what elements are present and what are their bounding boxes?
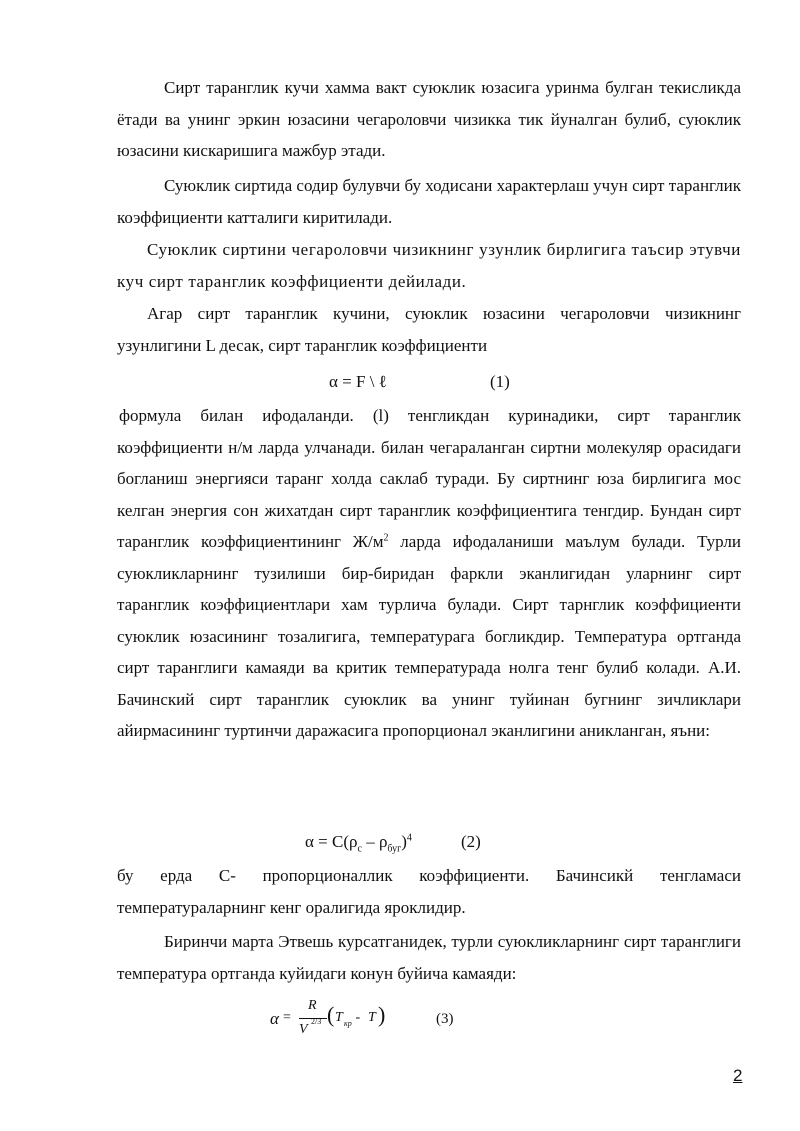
page-number: 2 <box>733 1066 743 1085</box>
paragraph-surface-tension-force: Сирт таранглик кучи хамма вакт суюклик юзасига уринма булган текисликда ётади ва унинг эркин юзасини чегароловчи чизикка тик йуналган булиб, суюклик юзасини кискаришига мажбур этади. <box>117 78 741 160</box>
formula-2-mid: – ρ <box>361 832 388 851</box>
formula-1 <box>329 370 510 394</box>
formula-3-denominator: V <box>299 1022 308 1037</box>
formula-2-sub-c: c <box>357 843 362 855</box>
formula-2-power: 4 <box>406 832 412 844</box>
paragraph-eotvos: Биринчи марта Этвешь курсатганидек, турли суюкликларнинг сирт таранглиги температура ортганда куйидаги конун буйича камаяди: <box>117 932 741 983</box>
formula-3-numerator: R <box>308 998 317 1013</box>
formula-1-number: (1) <box>490 372 510 391</box>
formula-3 <box>270 998 530 1042</box>
paragraph-bachinsky: бу ерда С- пропорционаллик коэффициенти. Бачинсикй тенгламаси температураларнинг кенг оралигида яроклидир. <box>117 866 741 917</box>
formula-2 <box>305 830 481 855</box>
paragraph-coefficient-definition <box>117 234 741 297</box>
formula-2-close: ) <box>401 832 407 851</box>
paragraph-coefficient-intro: Суюклик сиртида содир булувчи бу ходисани характерлаш учун сирт таранглик коэффициенти катталиги киритилади. <box>117 176 741 227</box>
formula-3-t: T <box>368 1010 376 1025</box>
formula-3-minus: - <box>352 1010 364 1025</box>
paragraph-notation: Агар сирт таранглик кучини, суюклик юзасини чегароловчи чизикнинг узунлигини L десак, сирт таранглик коэффициенти <box>117 304 741 355</box>
formula-3-denominator-power: 2/3 <box>311 1017 322 1026</box>
formula-3-t-critical: T <box>335 1010 343 1025</box>
explanation-superscript: 2 <box>383 532 389 544</box>
formula-3-number: (3) <box>436 1011 454 1027</box>
formula-3-critical-sub: кр <box>344 1019 352 1028</box>
formula-3-open-paren: ( <box>327 1002 335 1027</box>
explanation-text-a: формула билан ифодаланди. (l) тенгликдан куринадики, сирт таранглик коэффициенти н/м ларда улчанади. билан чегараланган сиртни молекуляр орасидаги богланиш энергияси таранг холда саклаб туради. Бу сиртнинг юза бирлигига мос келган энергия сон жихатдан сирт таранглик коэффициентига тенгдир. Бундан сирт таранглик коэффициентининг Ж/м <box>117 406 741 551</box>
formula-2-sub-bug: буг <box>387 843 402 855</box>
paragraph-explanation <box>117 400 741 747</box>
formula-1-expression: α = F \ ℓ <box>329 372 387 391</box>
formula-3-alpha: α <box>270 1009 279 1028</box>
formula-3-equals: = <box>283 1010 291 1025</box>
formula-2-lhs: α = C(ρ <box>305 832 358 851</box>
formula-3-close-paren: ) <box>378 1002 386 1027</box>
formula-2-number: (2) <box>461 832 481 851</box>
definition-text: Суюклик сиртини чегароловчи чизикнинг узунлик бирлигига таъсир этувчи куч сирт таранглик коэффициенти дейилади. <box>117 240 741 291</box>
explanation-text-b: ларда ифодаланиши маълум булади. Турли суюкликларнинг тузилиши бир-биридан фаркли эканлигидан уларнинг сирт таранглик коэффициентлари хам турлича булади. Сирт тарнглик коэффициенти суюклик юзасининг тозалигига, температурага богликдир. Температура ортганда сирт таранглиги камаяди ва критик температурада нолга тенг булиб колади. А.И. Бачинский сирт таранглик суюклик ва унинг туйинан бугнинг зичликлари айирмасининг туртинчи даражасига пропорционал эканлигини аникланган, яъни: <box>117 532 741 740</box>
